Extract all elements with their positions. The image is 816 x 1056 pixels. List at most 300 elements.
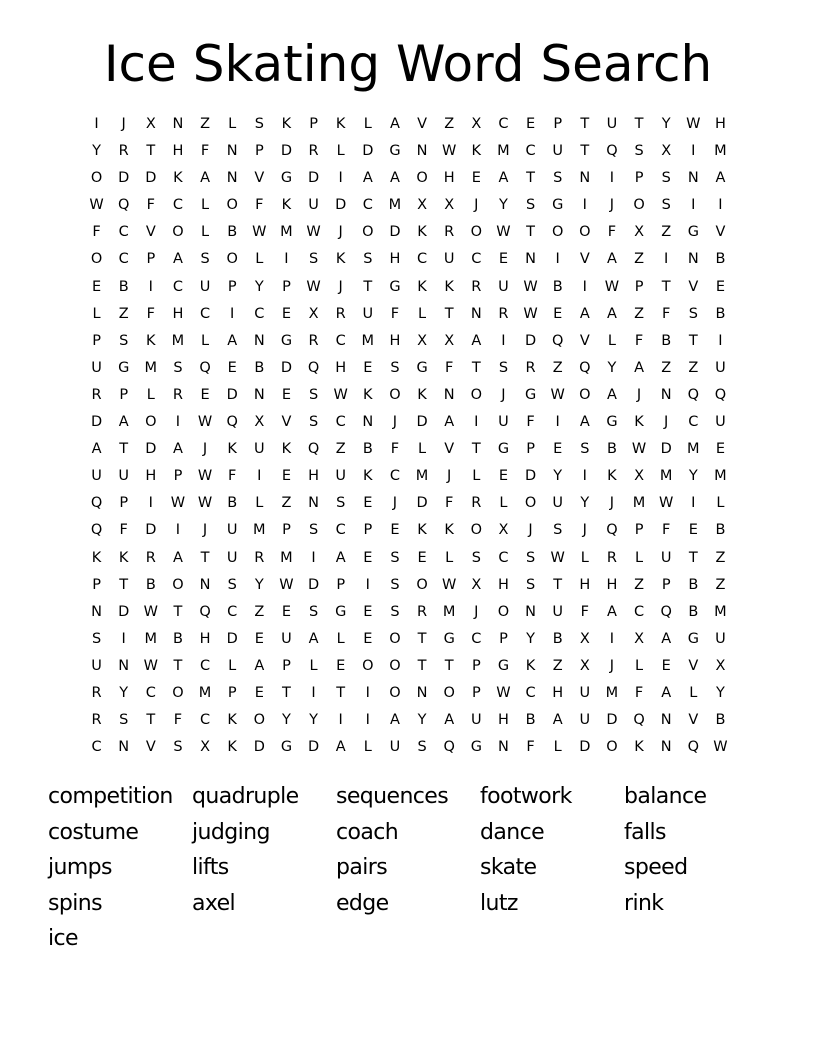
grid-letter[interactable]: Z [634,576,645,593]
grid-letter[interactable]: T [553,576,563,593]
grid-letter[interactable]: U [552,495,563,512]
grid-letter[interactable]: W [442,576,457,593]
grid-letter[interactable]: K [227,739,237,756]
grid-letter[interactable]: B [688,603,699,620]
grid-letter[interactable]: P [254,143,264,160]
grid-letter[interactable]: I [94,116,99,132]
grid-letter[interactable]: P [173,468,183,485]
grid-letter[interactable]: Y [499,197,508,214]
grid-letter[interactable]: P [119,386,129,403]
grid-letter[interactable]: L [499,495,508,512]
grid-letter[interactable]: W [631,441,647,458]
grid-letter[interactable]: K [227,441,237,458]
grid-letter[interactable]: Z [335,441,346,458]
grid-letter[interactable]: Z [118,305,129,322]
grid-letter[interactable]: D [416,495,428,512]
grid-letter[interactable]: E [363,549,373,566]
grid-letter[interactable]: I [474,414,479,431]
grid-letter[interactable]: S [200,251,210,268]
grid-letter[interactable]: P [92,332,101,349]
grid-letter[interactable]: X [661,143,672,160]
grid-letter[interactable]: C [118,224,129,241]
grid-letter[interactable]: K [173,170,183,187]
grid-letter[interactable]: M [144,630,158,647]
grid-letter[interactable]: T [173,657,183,674]
grid-letter[interactable]: X [634,224,645,241]
grid-letter[interactable]: F [526,739,535,756]
grid-letter[interactable]: P [634,170,644,187]
grid-letter[interactable]: T [471,441,481,458]
grid-letter[interactable]: L [472,468,481,485]
grid-letter[interactable]: U [91,468,102,485]
grid-letter[interactable]: P [282,657,291,674]
grid-letter[interactable]: F [526,414,535,431]
grid-letter[interactable]: X [634,630,645,647]
grid-letter[interactable]: Z [715,549,726,566]
grid-letter[interactable]: K [444,278,454,295]
grid-letter[interactable]: R [91,386,102,403]
grid-letter[interactable]: P [227,684,237,701]
grid-letter[interactable]: H [714,116,726,132]
grid-letter[interactable]: D [362,143,374,160]
grid-letter[interactable]: C [335,332,346,349]
grid-letter[interactable]: N [118,739,130,756]
grid-letter[interactable]: I [664,251,669,268]
grid-letter[interactable]: V [281,414,292,431]
grid-letter[interactable]: D [524,468,537,485]
grid-letter[interactable]: C [362,197,373,214]
grid-letter[interactable]: K [525,657,536,674]
grid-letter[interactable]: T [471,359,481,376]
grid-letter[interactable]: X [200,739,211,756]
grid-letter[interactable]: D [307,576,320,593]
grid-letter[interactable]: C [172,278,183,295]
grid-letter[interactable]: I [311,684,316,701]
grid-letter[interactable]: A [498,170,509,187]
grid-letter[interactable]: E [363,630,373,647]
grid-letter[interactable]: U [660,549,672,566]
grid-letter[interactable]: T [200,549,210,566]
grid-letter[interactable]: S [227,576,237,593]
grid-letter[interactable]: U [91,359,102,376]
grid-letter[interactable]: Q [90,522,103,539]
grid-letter[interactable]: K [471,143,482,160]
grid-letter[interactable]: L [635,549,644,566]
grid-letter[interactable]: Y [716,684,725,701]
grid-letter[interactable]: C [254,305,265,322]
grid-letter[interactable]: V [688,278,699,295]
grid-letter[interactable]: R [308,143,319,160]
grid-letter[interactable]: A [579,305,590,322]
grid-letter[interactable]: F [634,332,644,349]
grid-letter[interactable]: W [550,386,565,403]
grid-letter[interactable]: E [417,549,427,566]
grid-letter[interactable]: A [579,414,590,431]
grid-letter[interactable]: A [389,116,400,132]
grid-letter[interactable]: O [253,712,266,729]
grid-letter[interactable]: F [634,684,644,701]
grid-letter[interactable]: D [660,441,672,458]
grid-letter[interactable]: F [390,441,400,458]
grid-letter[interactable]: O [389,386,401,403]
grid-letter[interactable]: N [525,251,536,268]
grid-letter[interactable]: J [664,414,669,431]
grid-letter[interactable]: H [497,712,509,729]
grid-letter[interactable]: L [336,630,345,647]
grid-letter[interactable]: W [306,278,321,295]
grid-letter[interactable]: F [200,143,210,160]
grid-letter[interactable]: I [609,170,615,187]
grid-letter[interactable]: N [687,170,699,187]
grid-letter[interactable]: Z [715,576,726,593]
grid-letter[interactable]: P [471,684,481,701]
grid-letter[interactable]: S [336,495,346,512]
grid-letter[interactable]: L [201,224,210,241]
grid-letter[interactable]: D [307,739,320,756]
grid-letter[interactable]: K [281,197,292,214]
grid-letter[interactable]: S [308,603,319,620]
grid-letter[interactable]: H [172,305,184,322]
grid-letter[interactable]: U [498,278,509,295]
grid-letter[interactable]: K [417,386,427,403]
grid-letter[interactable]: K [146,332,156,349]
grid-letter[interactable]: I [582,197,587,214]
grid-letter[interactable]: E [254,630,264,647]
grid-letter[interactable]: B [362,441,373,458]
grid-letter[interactable]: L [336,143,345,160]
grid-letter[interactable]: W [523,278,538,295]
grid-letter[interactable]: V [444,441,455,458]
grid-letter[interactable]: L [418,441,427,458]
grid-letter[interactable]: E [498,468,509,485]
grid-letter[interactable]: T [146,712,156,729]
grid-letter[interactable]: D [145,170,157,187]
grid-letter[interactable]: F [255,197,264,214]
grid-letter[interactable]: T [580,116,590,132]
grid-letter[interactable]: H [145,468,157,485]
grid-letter[interactable]: I [148,278,153,295]
grid-letter[interactable]: G [497,441,510,458]
grid-letter[interactable]: N [579,170,591,187]
grid-letter[interactable]: T [417,630,427,647]
grid-letter[interactable]: U [226,549,238,566]
grid-letter[interactable]: Z [661,224,672,241]
grid-letter[interactable]: A [172,549,183,566]
grid-letter[interactable]: Y [526,630,535,647]
grid-letter[interactable]: X [498,522,509,539]
grid-letter[interactable]: X [715,657,726,674]
grid-letter[interactable]: F [228,468,237,485]
grid-letter[interactable]: Y [580,495,590,512]
grid-letter[interactable]: F [146,305,155,322]
grid-letter[interactable]: X [579,630,590,647]
grid-letter[interactable]: I [175,414,181,431]
grid-letter[interactable]: C [634,603,645,620]
grid-letter[interactable]: P [309,116,318,132]
grid-letter[interactable]: O [416,170,428,187]
grid-letter[interactable]: S [580,441,590,458]
grid-letter[interactable]: A [606,603,617,620]
grid-letter[interactable]: R [417,603,428,620]
grid-letter[interactable]: V [145,224,156,241]
grid-letter[interactable]: W [604,278,620,295]
grid-letter[interactable]: X [417,332,428,349]
grid-letter[interactable]: Y [254,576,264,593]
grid-letter[interactable]: M [442,603,456,620]
grid-letter[interactable]: E [363,495,373,512]
grid-letter[interactable]: I [718,197,723,214]
grid-letter[interactable]: U [199,278,211,295]
grid-letter[interactable]: X [444,197,455,214]
grid-letter[interactable]: N [660,739,672,756]
grid-letter[interactable]: S [308,414,319,431]
grid-letter[interactable]: G [280,739,293,756]
grid-letter[interactable]: R [335,305,346,322]
grid-letter[interactable]: L [309,657,318,674]
grid-letter[interactable]: X [471,116,482,132]
grid-letter[interactable]: H [606,576,618,593]
grid-letter[interactable]: F [445,495,454,512]
grid-letter[interactable]: E [281,468,292,485]
grid-letter[interactable]: W [170,495,186,512]
grid-letter[interactable]: V [688,657,699,674]
grid-letter[interactable]: D [579,739,591,756]
grid-letter[interactable]: L [635,657,644,674]
grid-letter[interactable]: N [118,657,130,674]
grid-letter[interactable]: A [389,170,400,187]
grid-letter[interactable]: O [579,386,591,403]
grid-letter[interactable]: O [389,630,401,647]
grid-letter[interactable]: Q [687,386,700,403]
grid-letter[interactable]: N [253,386,265,403]
grid-letter[interactable]: C [471,251,482,268]
grid-letter[interactable]: A [118,414,129,431]
grid-letter[interactable]: N [416,143,428,160]
grid-letter[interactable]: K [281,441,292,458]
grid-letter[interactable]: B [606,441,617,458]
grid-letter[interactable]: M [659,468,673,485]
grid-letter[interactable]: S [525,197,536,214]
grid-letter[interactable]: N [199,576,211,593]
grid-letter[interactable]: W [89,197,104,214]
grid-letter[interactable]: G [606,414,618,431]
grid-letter[interactable]: V [145,739,156,756]
grid-letter[interactable]: B [172,630,183,647]
grid-letter[interactable]: I [555,251,560,268]
grid-letter[interactable]: J [636,386,642,403]
grid-letter[interactable]: H [579,576,591,593]
grid-letter[interactable]: Z [254,603,265,620]
grid-letter[interactable]: I [365,576,370,593]
grid-letter[interactable]: P [634,278,644,295]
grid-letter[interactable]: E [688,522,698,539]
grid-letter[interactable]: M [605,684,619,701]
grid-letter[interactable]: R [172,386,183,403]
grid-letter[interactable]: J [338,278,343,295]
grid-letter[interactable]: R [498,305,509,322]
grid-letter[interactable]: C [498,116,509,132]
grid-letter[interactable]: S [173,359,183,376]
grid-letter[interactable]: L [92,305,101,322]
grid-letter[interactable]: D [226,630,238,647]
grid-letter[interactable]: P [363,522,373,539]
grid-letter[interactable]: A [552,712,563,729]
grid-letter[interactable]: L [418,305,427,322]
grid-letter[interactable]: O [172,684,184,701]
grid-letter[interactable]: A [200,170,211,187]
grid-letter[interactable]: N [525,603,536,620]
grid-letter[interactable]: A [227,332,238,349]
grid-letter[interactable]: G [389,143,401,160]
grid-letter[interactable]: P [526,441,535,458]
grid-letter[interactable]: S [119,712,129,729]
grid-letter[interactable]: Q [443,739,455,756]
grid-letter[interactable]: B [227,224,238,241]
grid-letter[interactable]: G [524,386,537,403]
grid-letter[interactable]: S [688,305,698,322]
grid-letter[interactable]: H [172,143,184,160]
grid-letter[interactable]: U [471,712,482,729]
grid-letter[interactable]: O [633,197,645,214]
grid-letter[interactable]: Q [660,603,672,620]
grid-letter[interactable]: C [471,630,482,647]
grid-letter[interactable]: K [634,414,644,431]
grid-letter[interactable]: E [661,657,671,674]
grid-letter[interactable]: M [415,468,429,485]
grid-letter[interactable]: W [523,305,538,322]
grid-letter[interactable]: G [443,630,455,647]
grid-letter[interactable]: F [390,305,400,322]
grid-letter[interactable]: A [335,739,346,756]
grid-letter[interactable]: I [691,495,696,512]
grid-letter[interactable]: K [363,386,373,403]
grid-letter[interactable]: N [226,143,238,160]
grid-letter[interactable]: C [200,657,211,674]
grid-letter[interactable]: S [363,251,373,268]
grid-letter[interactable]: S [390,359,400,376]
grid-letter[interactable]: J [501,386,506,403]
grid-letter[interactable]: G [416,359,428,376]
grid-letter[interactable]: E [363,359,373,376]
grid-letter[interactable]: S [661,170,671,187]
grid-letter[interactable]: F [119,522,128,539]
grid-letter[interactable]: Y [119,684,129,701]
grid-letter[interactable]: C [688,414,699,431]
grid-letter[interactable]: I [718,332,723,349]
grid-letter[interactable]: D [253,739,265,756]
grid-letter[interactable]: P [92,576,101,593]
grid-letter[interactable]: W [713,739,728,756]
grid-letter[interactable]: E [715,278,726,295]
grid-letter[interactable]: M [144,359,158,376]
grid-letter[interactable]: N [470,305,482,322]
grid-letter[interactable]: E [390,522,400,539]
grid-letter[interactable]: J [609,495,615,512]
grid-letter[interactable]: K [335,116,346,132]
grid-letter[interactable]: J [582,522,587,539]
grid-letter[interactable]: Y [661,116,671,132]
grid-letter[interactable]: U [715,359,726,376]
grid-letter[interactable]: A [471,332,482,349]
grid-letter[interactable]: S [173,739,183,756]
grid-letter[interactable]: S [471,549,481,566]
grid-letter[interactable]: H [308,468,320,485]
grid-letter[interactable]: L [201,197,210,214]
grid-letter[interactable]: P [471,657,481,674]
grid-letter[interactable]: F [662,522,671,539]
grid-letter[interactable]: U [226,522,238,539]
grid-letter[interactable]: R [471,278,482,295]
grid-letter[interactable]: S [553,522,563,539]
grid-letter[interactable]: I [338,712,343,729]
grid-letter[interactable]: B [715,712,726,729]
grid-letter[interactable]: D [606,712,618,729]
grid-letter[interactable]: F [580,603,589,620]
grid-letter[interactable]: Q [714,386,727,403]
grid-letter[interactable]: T [661,278,671,295]
grid-letter[interactable]: Y [282,712,291,729]
grid-letter[interactable]: M [280,549,293,566]
grid-letter[interactable]: L [580,549,589,566]
grid-letter[interactable]: R [525,359,536,376]
grid-letter[interactable]: J [392,495,398,512]
grid-letter[interactable]: K [417,278,427,295]
grid-letter[interactable]: D [90,414,103,431]
grid-letter[interactable]: S [525,576,536,593]
grid-letter[interactable]: A [444,712,455,729]
grid-letter[interactable]: I [284,251,289,268]
grid-letter[interactable]: T [336,684,346,701]
grid-letter[interactable]: R [606,549,617,566]
grid-letter[interactable]: I [257,468,262,485]
grid-letter[interactable]: O [416,576,428,593]
grid-letter[interactable]: O [389,684,401,701]
grid-letter[interactable]: Y [309,712,318,729]
grid-letter[interactable]: S [254,116,264,132]
grid-letter[interactable]: C [91,739,102,756]
grid-letter[interactable]: M [632,495,646,512]
grid-letter[interactable]: U [281,630,292,647]
grid-letter[interactable]: G [552,197,564,214]
grid-letter[interactable]: L [255,495,264,512]
grid-letter[interactable]: Z [661,359,672,376]
grid-letter[interactable]: E [281,386,292,403]
grid-letter[interactable]: L [255,251,264,268]
grid-letter[interactable]: V [579,251,590,268]
grid-letter[interactable]: S [308,522,319,539]
grid-letter[interactable]: T [146,143,156,160]
grid-letter[interactable]: P [282,522,291,539]
grid-letter[interactable]: I [609,630,615,647]
grid-letter[interactable]: A [606,386,617,403]
grid-letter[interactable]: S [498,359,509,376]
grid-letter[interactable]: P [661,576,671,593]
grid-letter[interactable]: U [254,441,265,458]
grid-letter[interactable]: O [172,576,184,593]
grid-letter[interactable]: N [443,386,455,403]
grid-letter[interactable]: P [282,278,291,295]
grid-letter[interactable]: M [171,332,185,349]
grid-letter[interactable]: T [688,549,698,566]
grid-letter[interactable]: C [525,684,536,701]
grid-letter[interactable]: N [498,739,509,756]
grid-letter[interactable]: D [335,197,347,214]
grid-letter[interactable]: Q [551,332,564,349]
grid-letter[interactable]: A [606,251,617,268]
grid-letter[interactable]: B [525,712,536,729]
grid-letter[interactable]: O [172,224,184,241]
grid-letter[interactable]: Z [200,116,211,132]
